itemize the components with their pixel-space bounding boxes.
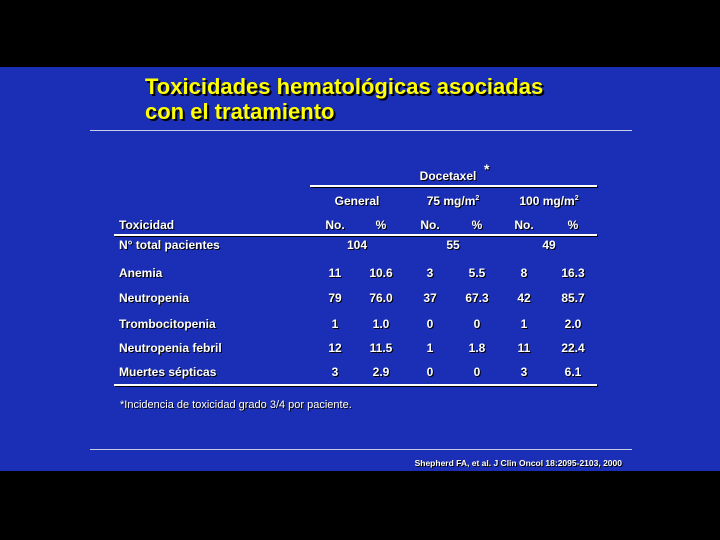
table-row-label: Trombocitopenia	[119, 317, 216, 331]
table-row-label: Neutropenia febril	[119, 341, 222, 355]
footnote: *Incidencia de toxicidad grado 3/4 por paciente.	[120, 399, 352, 411]
table-cell: 12	[328, 341, 342, 355]
subgroup-label: 100 mg/m	[519, 194, 575, 208]
table-cell: 10.6	[369, 266, 393, 280]
table-cell: 5.5	[468, 266, 486, 280]
table-cell: 79	[328, 291, 342, 305]
table-cell: 22.4	[561, 341, 585, 355]
slide	[0, 67, 720, 471]
table-row-label: Anemia	[119, 266, 163, 280]
totals-value: 55	[446, 238, 460, 252]
table-row-label: Neutropenia	[119, 291, 190, 305]
subgroup-header	[519, 194, 578, 208]
column-header: No.	[325, 218, 345, 232]
table-cell: 3	[426, 266, 434, 280]
table-cell: 76.0	[369, 291, 393, 305]
table-cell: 85.7	[561, 291, 585, 305]
table-cell: 3	[331, 365, 339, 379]
column-header: %	[567, 218, 579, 232]
table-cell: 0	[426, 365, 434, 379]
subgroup-superscript: 2	[475, 195, 480, 202]
table-cell: 0	[473, 317, 481, 331]
table-cell: 3	[520, 365, 528, 379]
table-cell: 0	[473, 365, 481, 379]
slide-title-line-2: con el tratamiento	[145, 99, 335, 124]
table-cell: 67.3	[465, 291, 489, 305]
subgroup-header	[427, 194, 480, 208]
totals-value: 49	[542, 238, 556, 252]
slide-title-line-1: Toxicidades hematológicas asociadas	[145, 74, 544, 99]
citation: Shepherd FA, et al. J Clin Oncol 18:2095-2103, 2000	[414, 458, 622, 468]
subgroup-header	[335, 194, 380, 208]
column-header: No.	[514, 218, 534, 232]
table-cell: 16.3	[561, 266, 585, 280]
table-cell: 6.1	[564, 365, 582, 379]
title-divider	[90, 130, 632, 131]
docetaxel-header: Docetaxel	[419, 169, 477, 183]
table-cell: 2.0	[564, 317, 582, 331]
table-cell: 11	[328, 266, 342, 280]
table-bottom-rule	[114, 384, 597, 386]
subgroup-superscript: 2	[574, 195, 579, 202]
column-header: No.	[420, 218, 440, 232]
table-cell: 1.0	[372, 317, 390, 331]
table-cell: 0	[426, 317, 434, 331]
table-cell: 11.5	[369, 341, 393, 355]
totals-label: N° total pacientes	[119, 238, 220, 252]
table-cell: 8	[520, 266, 528, 280]
table-cell: 1	[331, 317, 339, 331]
table-cell: 37	[423, 291, 437, 305]
docetaxel-underline	[310, 185, 597, 187]
table-row-label: Muertes sépticas	[119, 365, 217, 379]
table-cell: 42	[517, 291, 531, 305]
subgroup-label: General	[334, 194, 380, 208]
table-cell: 1.8	[468, 341, 486, 355]
header-rule	[114, 234, 597, 236]
bottom-divider	[90, 449, 632, 450]
totals-value: 104	[346, 238, 368, 252]
column-header: %	[375, 218, 387, 232]
row-header: Toxicidad	[119, 218, 175, 232]
column-header: %	[471, 218, 483, 232]
docetaxel-asterisk: *	[484, 161, 490, 177]
table-cell: 1	[426, 341, 434, 355]
slide-title	[145, 74, 665, 124]
table-cell: 2.9	[372, 365, 390, 379]
table-cell: 1	[520, 317, 528, 331]
subgroup-label: 75 mg/m	[426, 194, 476, 208]
table-cell: 11	[517, 341, 531, 355]
